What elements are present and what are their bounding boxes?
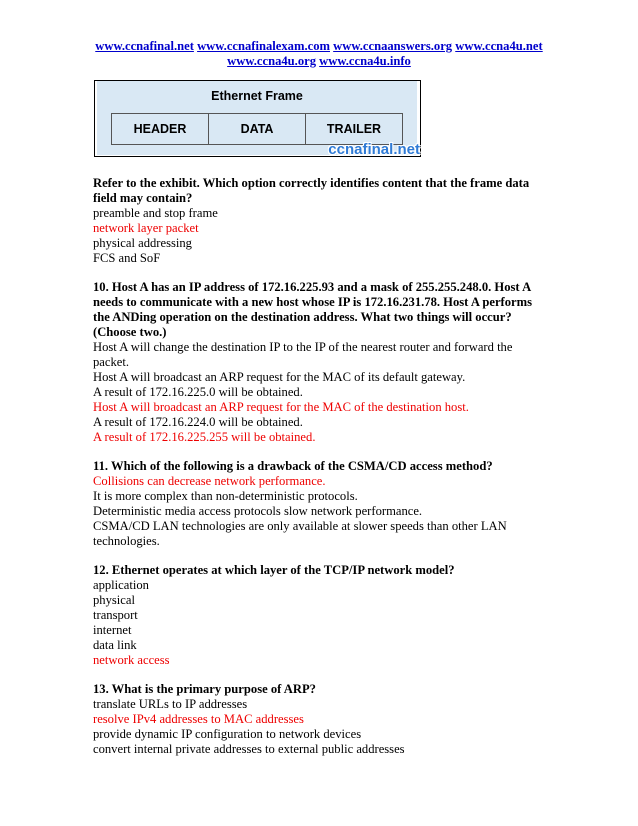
link-ccna4u-org[interactable]: www.ccna4u.org	[227, 54, 317, 68]
question-prompt: . What is the primary purpose of ARP?	[105, 682, 316, 696]
answer-option: physical	[93, 593, 135, 607]
link-ccna4u-info[interactable]: www.ccna4u.info	[319, 54, 411, 68]
header-links-line-2	[0, 54, 638, 69]
answer-option-correct: Collisions can decrease network performance.	[93, 474, 326, 488]
question-spacer	[93, 668, 543, 682]
frame-field-header: HEADER	[133, 122, 187, 136]
link-ccnaanswers-org[interactable]: www.ccnaanswers.org	[333, 39, 453, 53]
header-links	[0, 39, 638, 69]
answer-option: preamble and stop frame	[93, 206, 218, 220]
header-links-line-1	[0, 39, 638, 54]
answer-option: provide dynamic IP configuration to network devices	[93, 727, 362, 741]
frame-title: Ethernet Frame	[211, 89, 303, 103]
answer-option: application	[93, 578, 149, 592]
answer-option: translate URLs to IP addresses	[93, 697, 248, 711]
answer-option-correct: network access	[93, 653, 170, 667]
question-list	[93, 176, 543, 757]
question-block	[93, 459, 543, 549]
exhibit-figure	[94, 80, 421, 157]
frame-field-trailer: TRAILER	[305, 114, 402, 144]
answer-option: A result of 172.16.225.0 will be obtained.	[93, 385, 303, 399]
link-ccna4u-net[interactable]: www.ccna4u.net	[455, 39, 543, 53]
link-ccnafinalexam-com[interactable]: www.ccnafinalexam.com	[197, 39, 330, 53]
question-block	[93, 682, 543, 757]
question-number: 10	[93, 280, 106, 294]
question-prompt: . Which of the following is a drawback of the CSMA/CD access method?	[104, 459, 493, 473]
answer-option-correct: Host A will broadcast an ARP request for the MAC of the destination host.	[93, 400, 469, 414]
answer-option: Deterministic media access protocols slow network performance.	[93, 504, 423, 518]
answer-option: internet	[93, 623, 132, 637]
answer-option: CSMA/CD LAN technologies are only available at slower speeds than other LAN technologies.	[93, 519, 507, 548]
question-prompt: . Ethernet operates at which layer of the TCP/IP network model?	[105, 563, 455, 577]
answer-option: convert internal private addresses to external public addresses	[93, 742, 405, 756]
question-text	[93, 682, 543, 697]
answer-option: It is more complex than non-deterministic protocols.	[93, 489, 358, 503]
answer-option: FCS and SoF	[93, 251, 161, 265]
answer-option-correct: resolve IPv4 addresses to MAC addresses	[93, 712, 304, 726]
answer-option: transport	[93, 608, 138, 622]
question-spacer	[93, 266, 543, 280]
question-number: 12	[93, 563, 106, 577]
question-block	[93, 176, 543, 266]
question-number: 13	[93, 682, 106, 696]
answer-option-correct: A result of 172.16.225.255 will be obtained.	[93, 430, 316, 444]
answer-option: physical addressing	[93, 236, 192, 250]
answer-option: A result of 172.16.224.0 will be obtained.	[93, 415, 303, 429]
question-text	[93, 176, 543, 206]
question-text	[93, 459, 543, 474]
question-number: 11	[93, 459, 105, 473]
question-prompt: Refer to the exhibit. Which option correctly identifies content that the frame data field may contain?	[93, 176, 530, 205]
link-ccnafinal-net[interactable]: www.ccnafinal.net	[95, 39, 194, 53]
answer-option-correct: network layer packet	[93, 221, 199, 235]
question-text	[93, 280, 543, 340]
watermark-logo: ccnafinal.net	[328, 141, 420, 158]
question-block	[93, 280, 543, 445]
frame-field-data: DATA	[208, 114, 305, 144]
question-block	[93, 563, 543, 668]
question-spacer	[93, 445, 543, 459]
question-prompt: . Host A has an IP address of 172.16.225.93 and a mask of 255.255.248.0. Host A needs to communicate with a new host whose IP is 172.16.231.78. Host A performs the ANDing operation on the destination address. What two things will occur? (Choose two.)	[93, 280, 533, 339]
answer-option: Host A will change the destination IP to the IP of the nearest router and forward the packet.	[93, 340, 513, 369]
answer-option: data link	[93, 638, 137, 652]
answer-option: Host A will broadcast an ARP request for the MAC of its default gateway.	[93, 370, 466, 384]
question-spacer	[93, 549, 543, 563]
question-text	[93, 563, 543, 578]
